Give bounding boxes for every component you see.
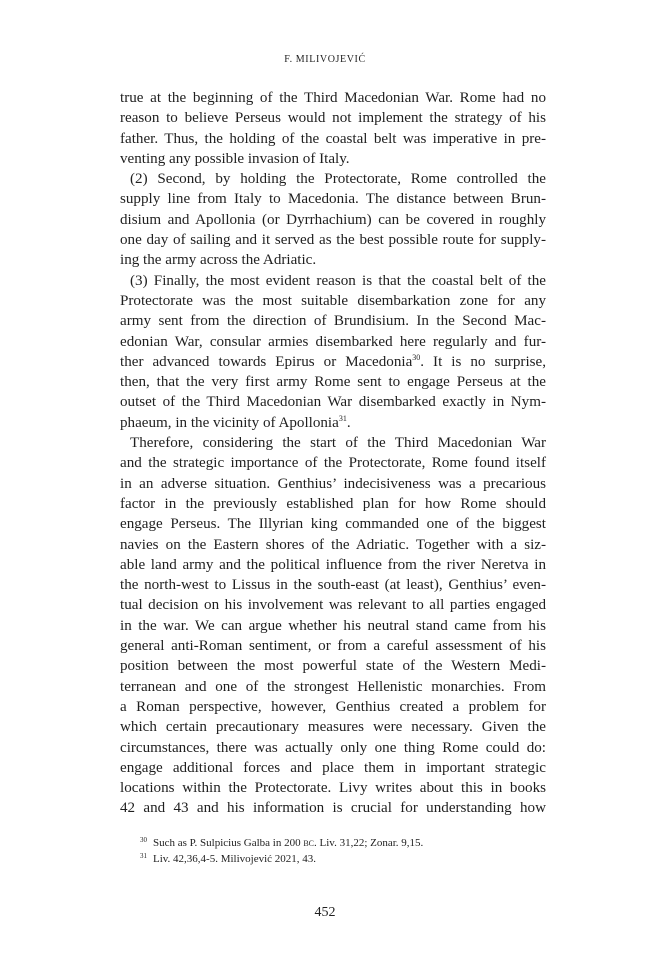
text-line: (2) Second, by holding the Protectorate, Rome controlled the <box>130 171 546 188</box>
text-line: Protectorate was the most suitable disembarkation zone for any <box>120 292 546 309</box>
text-line: edonian War, consular armies disembarked here regularly and fur- <box>120 333 546 350</box>
text-segment: . It is no surprise, <box>420 353 546 370</box>
text-line: reason to believe Perseus would not implement the strategy of his <box>120 110 546 127</box>
text-line: which certain precautionary measures were necessary. Given the <box>120 719 546 736</box>
text-line: and the strategic importance of the Protectorate, Rome found itself <box>120 455 546 472</box>
text-segment: phaeum, in the vicinity of Apollonia <box>120 414 339 431</box>
text-line: the north-west to Lissus in the south-east (at least), Genthius’ even- <box>120 577 546 594</box>
text-line: navies on the Eastern shores of the Adriatic. Together with a siz- <box>120 536 546 553</box>
footnote <box>140 835 546 851</box>
text-line: 42 and 43 and his information is crucial for understanding how <box>120 800 546 817</box>
text-line: (3) Finally, the most evident reason is that the coastal belt of the <box>130 272 546 289</box>
footnote-ref[interactable]: 30 <box>412 352 421 362</box>
text-line: one day of sailing and it served as the best possible route for supply- <box>120 232 546 249</box>
page-number: 452 <box>314 905 336 920</box>
text-line: father. Thus, the holding of the coastal belt was imperative in pre- <box>120 130 546 147</box>
body-text <box>120 88 546 819</box>
footnote-ref[interactable]: 31 <box>338 413 347 423</box>
running-head: F. MILIVOJEVIĆ <box>284 54 366 65</box>
text-line <box>120 352 546 372</box>
text-line: a Roman perspective, however, Genthius created a problem for <box>120 698 546 715</box>
text-line: able land army and the political influence from the river Neretva in <box>120 556 546 573</box>
footnote-marker: 30 <box>140 836 147 844</box>
text-line: Therefore, considering the start of the Third Macedonian War <box>130 435 546 452</box>
text-line: engage Perseus. The Illyrian king commanded one of the biggest <box>120 516 546 533</box>
footnotes <box>140 835 546 867</box>
text-line: in an adverse situation. Genthius’ indecisiveness was a precarious <box>120 475 546 492</box>
footnote-text: Liv. 42,36,4-5. Milivojević 2021, 43. <box>153 853 317 865</box>
footnote <box>140 851 546 867</box>
footnote-text: Such as P. Sulpicius Galba in 200 <box>153 837 304 849</box>
footnote-text: . Liv. 31,22; Zonar. 9,15. <box>314 837 424 849</box>
text-line: position between the most powerful state of the Western Medi- <box>120 658 546 675</box>
text-line: general anti-Roman sentiment, or from a careful assessment of his <box>120 638 546 655</box>
text-line: locations within the Protectorate. Livy writes about this in books <box>120 780 546 797</box>
text-line: factor in the previously established plan for how Rome should <box>120 495 546 512</box>
text-line: venting any possible invasion of Italy. <box>120 150 350 167</box>
text-line: ing the army across the Adriatic. <box>120 252 317 269</box>
text-line <box>120 413 546 433</box>
text-line: in the war. We can argue whether his neutral stand came from his <box>120 617 546 634</box>
text-line: tual decision on his involvement was relevant to all parties engaged <box>120 597 546 614</box>
footnote-marker: 31 <box>140 852 147 860</box>
text-line: circumstances, there was actually only one thing Rome could do: <box>120 739 546 756</box>
text-segment: . <box>346 414 351 431</box>
text-line: engage additional forces and place them in important strategic <box>120 759 546 776</box>
text-line: terranean and one of the strongest Hellenistic monarchies. From <box>120 678 546 695</box>
text-segment: ther advanced towards Epirus or Macedonia <box>120 353 413 370</box>
text-line: supply line from Italy to Macedonia. The distance between Brun- <box>120 191 546 208</box>
text-line: disium and Apollonia (or Dyrrhachium) can be covered in roughly <box>120 211 546 228</box>
text-line: army sent from the direction of Brundisium. In the Second Mac- <box>120 313 546 330</box>
text-line: outset of the Third Macedonian War disembarked exactly in Nym- <box>120 394 546 411</box>
text-line: true at the beginning of the Third Macedonian War. Rome had no <box>120 90 546 106</box>
era-abbreviation: bc <box>303 837 315 849</box>
text-line: then, that the very first army Rome sent to engage Perseus at the <box>120 374 546 391</box>
